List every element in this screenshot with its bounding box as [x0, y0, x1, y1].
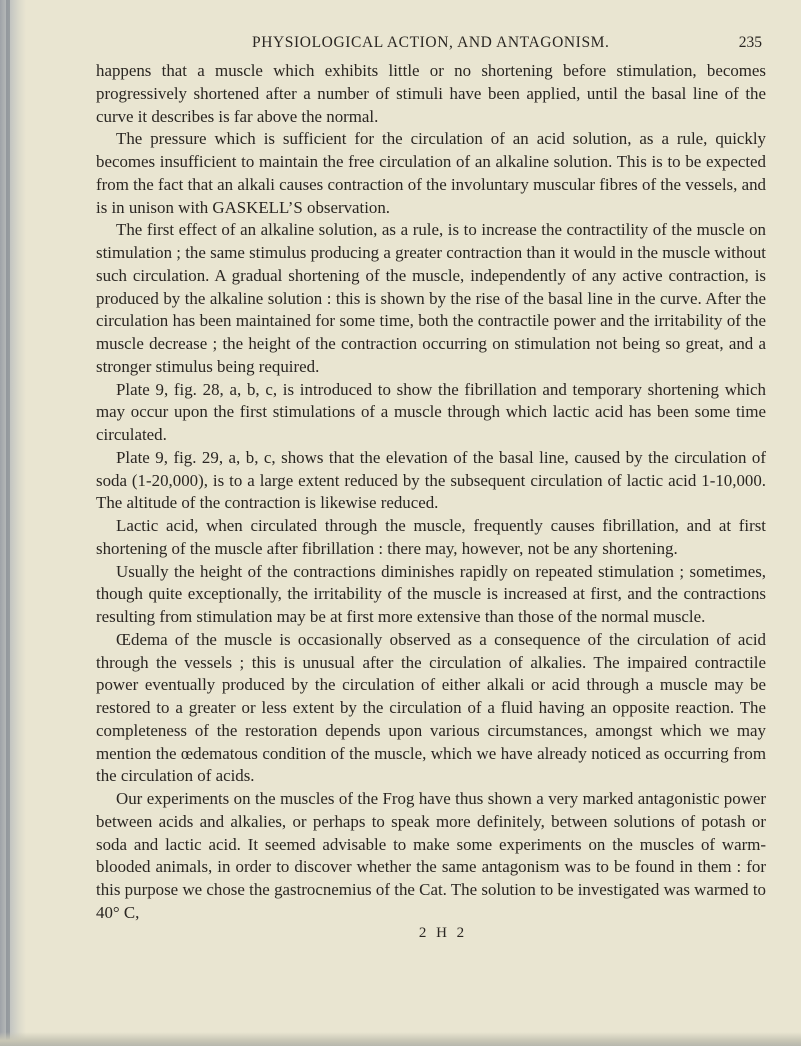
paragraph-continuation: happens that a muscle which exhibits little or no shortening before stimulation, becomes progressively shortened after a number of stimuli have been applied, until the basal line of the curve it describes is far above the normal.: [96, 61, 766, 126]
paragraph-lactic-acid: Lactic acid, when circulated through the muscle, frequently causes fibrillation, and at first shortening of the muscle after fibrillation : there may, however, not be any shortening.: [96, 516, 766, 558]
running-title: PHYSIOLOGICAL ACTION, AND ANTAGONISM.: [252, 34, 610, 51]
page-binding-edge: [6, 0, 10, 1046]
page-number: 235: [738, 34, 762, 51]
paragraph-first-effect: The first effect of an alkaline solution, as a rule, is to increase the contractility of the muscle on stimulation ; the same stimulus producing a greater contraction than it would in the muscle without such circulation. A gradual shortening of the muscle, independently of any active contraction, is produced by the alkaline solution : this is shown by the rise of the basal line in the curve. After the circulation has been maintained for some time, both the contractile power and the irritability of the muscle decrease ; the height of the contraction occurring on stimulation not being so great, and a stronger stimulus being required.: [96, 220, 766, 376]
page-binding-shadow: [0, 0, 26, 1046]
page-bottom-edge: [0, 1032, 801, 1046]
body-text: [96, 60, 766, 925]
paragraph-fig-29: Plate 9, fig. 29, a, b, c, shows that the elevation of the basal line, caused by the circulation of soda (1-20,000), is to a large extent reduced by the subsequent circulation of lactic acid 1-10,000. The altitude of the contraction is likewise reduced.: [96, 447, 766, 513]
paragraph-experiments: Our experiments on the muscles of the Frog have thus shown a very marked antagonistic power between acids and alkalies, or perhaps to speak more definitely, between solutions of potash or soda and lactic acid. It seemed advisable to make some experiments on the muscles of warm-blooded animals, in order to discover whether the same antagonism was to be found in them : for this purpose we chose the gastrocnemius of the Cat. The solution to be investigated was warmed to 40° C,: [96, 789, 766, 922]
paragraph-fig-28: Plate 9, fig. 28, a, b, c, is introduced to show the fibrillation and temporary shortening which may occur upon the first stimulations of a muscle through which lactic acid has been some time circulated.: [96, 379, 766, 444]
paragraph-oedema: Œdema of the muscle is occasionally observed as a consequence of the circulation of acid through the vessels ; this is unusual after the circulation of alkalies. The impaired contractile power eventually produced by the circulation of either alkali or acid through a muscle may be restored to a greater or less extent by the circulation of a fluid having an opposite reaction. The completeness of the restoration depends upon various circumstances, amongst which we may mention the œdematous condition of the muscle, which we have already noticed as occurring from the circulation of acids.: [96, 629, 766, 786]
paragraph-height-contractions: Usually the height of the contractions diminishes rapidly on repeated stimulation ; sometimes, though quite exceptionally, the irritability of the muscle is increased at first, and the contractions resulting from stimulation may be at first more extensive than those of the normal muscle.: [96, 561, 766, 626]
paragraph-pressure: The pressure which is sufficient for the circulation of an acid solution, as a rule, quickly becomes insufficient to maintain the free circulation of an alkaline solution. This is to be expected from the fact that an alkali causes contraction of the involuntary muscular fibres of the vessels, and is in unison with GASKELL’S observation.: [96, 129, 766, 217]
running-head: [96, 22, 766, 54]
book-page: [96, 22, 766, 942]
signature-mark: 2 H 2: [418, 924, 468, 941]
